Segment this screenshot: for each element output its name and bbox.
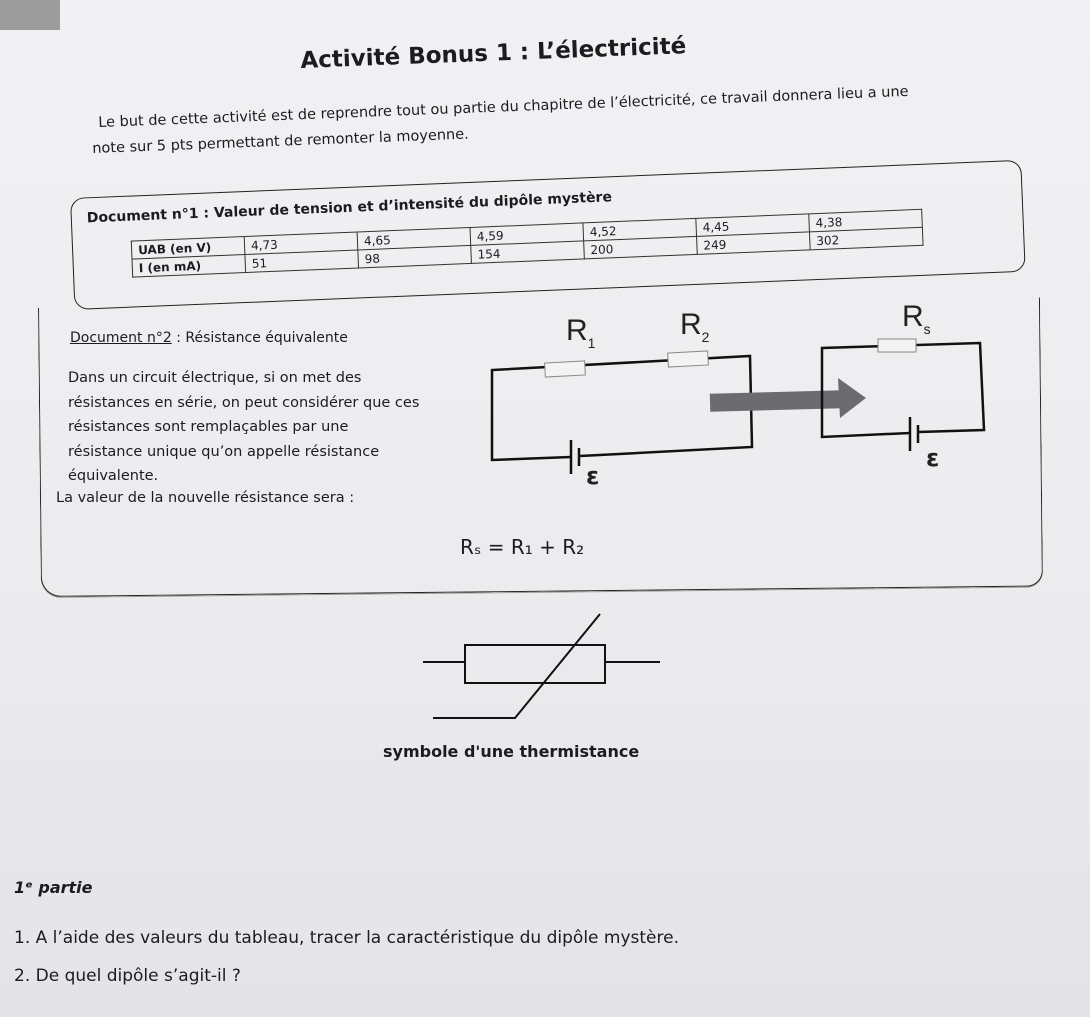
table-cell: 51: [245, 250, 359, 273]
paragraph-line: résistances en série, on peut considérer que ces: [68, 394, 420, 411]
table-cell: 4,65: [357, 227, 471, 250]
question-2: 2. De quel dipôle s’agit-il ?: [14, 966, 241, 986]
table-cell: 249: [697, 232, 811, 255]
table-cell: 302: [809, 227, 923, 250]
paragraph-line: Dans un circuit électrique, si on met des: [68, 370, 362, 386]
document-1-title: Document n°1 : Valeur de tension et d’intensité du dipôle mystère: [86, 189, 613, 227]
table-cell: 4,45: [696, 214, 810, 237]
resistor-r1: [545, 361, 586, 377]
label-emf-right: ε: [926, 444, 940, 472]
label-rs: [902, 300, 931, 337]
thermistor-diagonal: [433, 614, 600, 718]
label-emf-left: ε: [586, 462, 600, 490]
table-cell: 154: [471, 241, 585, 264]
table-cell: 4,38: [809, 209, 923, 232]
intro-line-1: Le but de cette activité est de reprendre tout ou partie du chapitre de l’électricité, ce travail donnera lieu a une: [98, 83, 909, 131]
table-cell: 4,59: [470, 223, 584, 246]
resistor-rs: [878, 339, 916, 352]
thermistor-body: [465, 645, 605, 683]
label-r1-letter: R: [566, 314, 588, 347]
thermistor-caption: symbole d'une thermistance: [383, 742, 640, 761]
label-r1: [566, 314, 596, 351]
label-r1-subscript: 1: [587, 335, 596, 351]
paragraph-line: équivalente.: [68, 468, 159, 484]
arrow-head: [838, 378, 866, 418]
label-r2-letter: R: [680, 308, 702, 341]
question-1: 1. A l’aide des valeurs du tableau, tracer la caractéristique du dipôle mystère.: [14, 928, 679, 948]
table-cell: 98: [358, 245, 472, 268]
table-cell: 4,52: [583, 218, 697, 241]
document-2-title-prefix: Document n°2: [70, 330, 172, 346]
series-circuit: [492, 351, 752, 474]
label-r2-subscript: 2: [701, 329, 710, 345]
thermistor-symbol: [423, 614, 660, 718]
row-label-voltage: UAB (en V): [131, 237, 245, 260]
label-rs-letter: R: [902, 300, 924, 333]
resistor-r2: [668, 351, 709, 367]
conclusion-text: La valeur de la nouvelle résistance sera :: [56, 490, 355, 506]
paragraph-line: résistance unique qu’on appelle résistance: [68, 443, 380, 460]
paragraph-line: résistances sont remplaçables par une: [68, 419, 349, 435]
equivalent-resistance-formula: Rₛ = R₁ + R₂: [460, 535, 585, 559]
activity-title: Activité Bonus 1 : L’électricité: [300, 33, 687, 74]
label-rs-subscript: s: [923, 321, 931, 337]
document-2-title-suffix: : Résistance équivalente: [171, 330, 348, 346]
row-label-current: I (en mA): [132, 255, 246, 278]
part-heading: 1ᵉ partie: [14, 878, 93, 897]
intro-line-2: note sur 5 pts permettant de remonter la moyenne.: [92, 126, 470, 157]
table-cell: 4,73: [244, 232, 358, 255]
table-cell: 200: [584, 236, 698, 259]
label-r2: [680, 308, 710, 345]
equivalence-arrow: [710, 378, 866, 418]
